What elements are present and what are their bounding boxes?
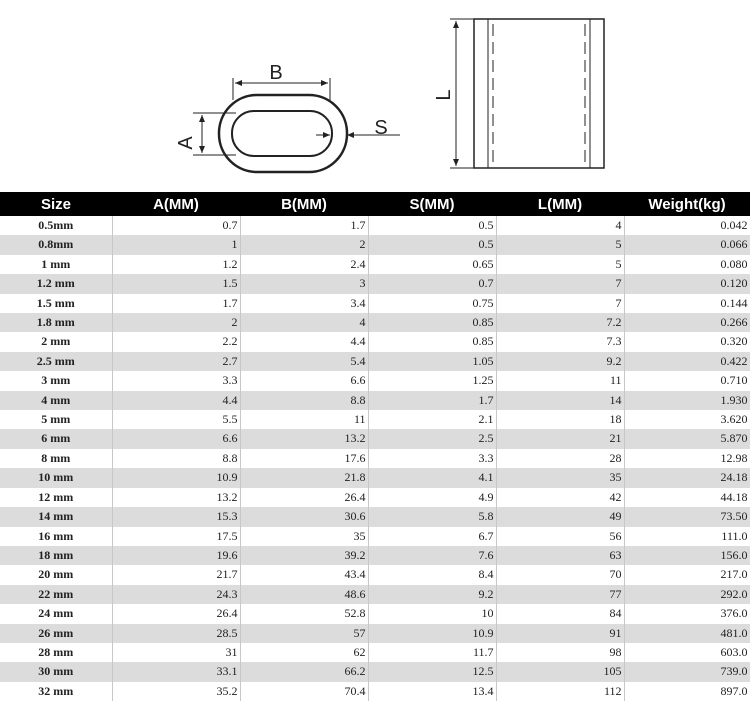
cell-size: 30 mm [0, 662, 112, 681]
cell-l: 7 [496, 274, 624, 293]
cell-l: 105 [496, 662, 624, 681]
cell-l: 11 [496, 371, 624, 390]
table-row [0, 332, 750, 351]
cell-size: 14 mm [0, 507, 112, 526]
table-row [0, 391, 750, 410]
cell-l: 21 [496, 429, 624, 448]
cell-b: 8.8 [240, 391, 368, 410]
table-row [0, 429, 750, 448]
cell-weight: 292.0 [624, 585, 750, 604]
cell-s: 0.7 [368, 274, 496, 293]
cell-a: 26.4 [112, 604, 240, 623]
cell-b: 21.8 [240, 468, 368, 487]
cell-size: 10 mm [0, 468, 112, 487]
cell-l: 5 [496, 235, 624, 254]
cell-b: 62 [240, 643, 368, 662]
cell-weight: 0.266 [624, 313, 750, 332]
cell-size: 32 mm [0, 682, 112, 701]
cell-b: 5.4 [240, 352, 368, 371]
table-row [0, 313, 750, 332]
cell-weight: 739.0 [624, 662, 750, 681]
cell-b: 48.6 [240, 585, 368, 604]
cell-a: 2.7 [112, 352, 240, 371]
cell-b: 13.2 [240, 429, 368, 448]
table-row [0, 624, 750, 643]
table-row [0, 585, 750, 604]
cell-s: 7.6 [368, 546, 496, 565]
cell-s: 10 [368, 604, 496, 623]
cell-s: 9.2 [368, 585, 496, 604]
ferrule-diagram [0, 0, 750, 192]
cell-l: 35 [496, 468, 624, 487]
cell-s: 4.1 [368, 468, 496, 487]
header-l: L(MM) [537, 195, 583, 213]
label-s: S [374, 117, 388, 139]
cell-weight: 897.0 [624, 682, 750, 701]
cell-a: 35.2 [112, 682, 240, 701]
cell-size: 8 mm [0, 449, 112, 468]
cell-weight: 0.080 [624, 255, 750, 274]
cell-l: 28 [496, 449, 624, 468]
table-row [0, 507, 750, 526]
cell-a: 1.7 [112, 294, 240, 313]
cell-s: 10.9 [368, 624, 496, 643]
cell-s: 0.5 [368, 235, 496, 254]
cell-s: 0.85 [368, 332, 496, 351]
cell-b: 57 [240, 624, 368, 643]
cell-size: 6 mm [0, 429, 112, 448]
cell-l: 14 [496, 391, 624, 410]
cell-size: 3 mm [0, 371, 112, 390]
cell-a: 24.3 [112, 585, 240, 604]
cell-a: 17.5 [112, 527, 240, 546]
cell-weight: 44.18 [624, 488, 750, 507]
cell-a: 6.6 [112, 429, 240, 448]
cell-l: 42 [496, 488, 624, 507]
cell-b: 4.4 [240, 332, 368, 351]
cell-l: 63 [496, 546, 624, 565]
cell-s: 4.9 [368, 488, 496, 507]
cell-s: 5.8 [368, 507, 496, 526]
cell-size: 1.5 mm [0, 294, 112, 313]
spec-table [0, 192, 750, 701]
cell-b: 70.4 [240, 682, 368, 701]
table-row [0, 216, 750, 235]
cell-a: 33.1 [112, 662, 240, 681]
table-row [0, 294, 750, 313]
cell-a: 28.5 [112, 624, 240, 643]
cell-s: 0.65 [368, 255, 496, 274]
cell-l: 49 [496, 507, 624, 526]
table-row [0, 235, 750, 254]
cell-b: 3.4 [240, 294, 368, 313]
cell-weight: 0.042 [624, 216, 750, 235]
cell-weight: 0.320 [624, 332, 750, 351]
cell-b: 1.7 [240, 216, 368, 235]
cell-a: 13.2 [112, 488, 240, 507]
cell-size: 26 mm [0, 624, 112, 643]
cell-b: 4 [240, 313, 368, 332]
table-row [0, 468, 750, 487]
table-row [0, 565, 750, 584]
table-row [0, 255, 750, 274]
cell-b: 52.8 [240, 604, 368, 623]
cell-s: 2.5 [368, 429, 496, 448]
cell-l: 5 [496, 255, 624, 274]
cell-size: 4 mm [0, 391, 112, 410]
cell-b: 39.2 [240, 546, 368, 565]
cell-size: 2 mm [0, 332, 112, 351]
cell-s: 11.7 [368, 643, 496, 662]
cell-weight: 73.50 [624, 507, 750, 526]
table-row [0, 410, 750, 429]
cell-weight: 5.870 [624, 429, 750, 448]
cell-size: 0.8mm [0, 235, 112, 254]
label-b: B [269, 62, 283, 84]
cell-l: 4 [496, 216, 624, 235]
table-row [0, 371, 750, 390]
cell-a: 3.3 [112, 371, 240, 390]
table-row [0, 662, 750, 681]
cell-weight: 0.710 [624, 371, 750, 390]
cell-b: 2 [240, 235, 368, 254]
cell-l: 98 [496, 643, 624, 662]
cell-b: 26.4 [240, 488, 368, 507]
cell-weight: 12.98 [624, 449, 750, 468]
table-row [0, 604, 750, 623]
table-row [0, 449, 750, 468]
cell-s: 12.5 [368, 662, 496, 681]
cell-weight: 0.066 [624, 235, 750, 254]
cell-a: 0.7 [112, 216, 240, 235]
cell-weight: 1.930 [624, 391, 750, 410]
cell-weight: 0.144 [624, 294, 750, 313]
cell-s: 1.7 [368, 391, 496, 410]
cell-b: 3 [240, 274, 368, 293]
cell-s: 1.25 [368, 371, 496, 390]
cell-size: 2.5 mm [0, 352, 112, 371]
cell-size: 1.2 mm [0, 274, 112, 293]
label-a: A [175, 136, 197, 150]
header-size: Size [40, 195, 71, 213]
cell-s: 1.05 [368, 352, 496, 371]
cell-b: 6.6 [240, 371, 368, 390]
cell-s: 0.85 [368, 313, 496, 332]
cell-b: 30.6 [240, 507, 368, 526]
cell-size: 28 mm [0, 643, 112, 662]
cell-size: 24 mm [0, 604, 112, 623]
cell-l: 7.3 [496, 332, 624, 351]
cell-a: 1 [112, 235, 240, 254]
cell-s: 0.5 [368, 216, 496, 235]
cell-a: 21.7 [112, 565, 240, 584]
cell-weight: 111.0 [624, 527, 750, 546]
table-row [0, 274, 750, 293]
cell-b: 2.4 [240, 255, 368, 274]
cell-l: 56 [496, 527, 624, 546]
cell-a: 2.2 [112, 332, 240, 351]
table-header-row [0, 192, 750, 216]
cell-weight: 481.0 [624, 624, 750, 643]
cell-b: 11 [240, 410, 368, 429]
header-s: S(MM) [409, 195, 455, 213]
cell-size: 0.5mm [0, 216, 112, 235]
cell-size: 16 mm [0, 527, 112, 546]
cell-a: 19.6 [112, 546, 240, 565]
label-l: L [433, 89, 455, 101]
cell-l: 70 [496, 565, 624, 584]
cell-weight: 24.18 [624, 468, 750, 487]
header-weight: Weight(kg) [648, 195, 726, 213]
cell-weight: 376.0 [624, 604, 750, 623]
cell-weight: 217.0 [624, 565, 750, 584]
cell-a: 31 [112, 643, 240, 662]
cell-l: 91 [496, 624, 624, 643]
cell-l: 112 [496, 682, 624, 701]
table-row [0, 682, 750, 701]
cell-size: 5 mm [0, 410, 112, 429]
table-row [0, 352, 750, 371]
cell-a: 1.5 [112, 274, 240, 293]
table-row [0, 488, 750, 507]
oval-ferrule-drawing [193, 78, 400, 172]
cell-size: 1 mm [0, 255, 112, 274]
cell-l: 77 [496, 585, 624, 604]
side-view-drawing [450, 19, 604, 168]
cell-l: 7.2 [496, 313, 624, 332]
cell-a: 15.3 [112, 507, 240, 526]
cell-b: 43.4 [240, 565, 368, 584]
cell-s: 3.3 [368, 449, 496, 468]
cell-b: 66.2 [240, 662, 368, 681]
cell-size: 18 mm [0, 546, 112, 565]
cell-a: 2 [112, 313, 240, 332]
cell-weight: 0.422 [624, 352, 750, 371]
cell-b: 17.6 [240, 449, 368, 468]
cell-a: 5.5 [112, 410, 240, 429]
cell-a: 1.2 [112, 255, 240, 274]
header-b: B(MM) [281, 195, 327, 213]
cell-l: 9.2 [496, 352, 624, 371]
cell-weight: 0.120 [624, 274, 750, 293]
table-row [0, 643, 750, 662]
cell-b: 35 [240, 527, 368, 546]
cell-size: 12 mm [0, 488, 112, 507]
cell-s: 8.4 [368, 565, 496, 584]
table-row [0, 546, 750, 565]
cell-size: 22 mm [0, 585, 112, 604]
cell-s: 6.7 [368, 527, 496, 546]
header-a: A(MM) [153, 195, 199, 213]
cell-s: 2.1 [368, 410, 496, 429]
cell-s: 13.4 [368, 682, 496, 701]
cell-l: 18 [496, 410, 624, 429]
cell-a: 8.8 [112, 449, 240, 468]
table-row [0, 527, 750, 546]
cell-l: 7 [496, 294, 624, 313]
cell-weight: 156.0 [624, 546, 750, 565]
cell-size: 1.8 mm [0, 313, 112, 332]
cell-weight: 3.620 [624, 410, 750, 429]
cell-a: 10.9 [112, 468, 240, 487]
cell-a: 4.4 [112, 391, 240, 410]
cell-l: 84 [496, 604, 624, 623]
cell-s: 0.75 [368, 294, 496, 313]
cell-weight: 603.0 [624, 643, 750, 662]
cell-size: 20 mm [0, 565, 112, 584]
